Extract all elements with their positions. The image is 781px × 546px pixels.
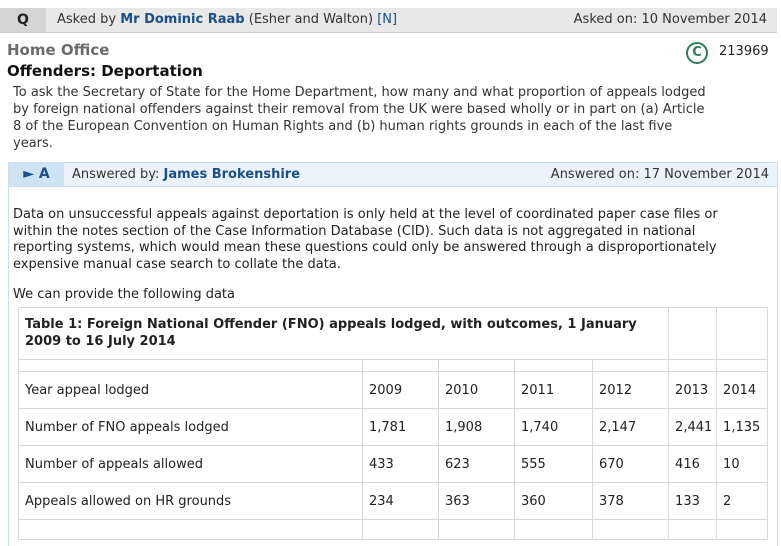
- answer-toggle-badge[interactable]: ► A: [9, 163, 64, 186]
- table-row: [19, 409, 768, 446]
- asked-by: [57, 12, 397, 27]
- table-cell: 2,147: [593, 409, 669, 446]
- copyright-icon: C: [686, 42, 708, 64]
- question-title: Offenders: Deportation: [7, 62, 203, 80]
- table-cell: 433: [363, 446, 439, 483]
- fno-appeals-table: [18, 307, 768, 540]
- table-cell: 133: [669, 483, 717, 520]
- row-label: Number of FNO appeals lodged: [19, 409, 363, 446]
- row-label: Number of appeals allowed: [19, 446, 363, 483]
- table-cell: 10: [717, 446, 768, 483]
- table-row: [19, 372, 768, 409]
- asked-on-date: Asked on: 10 November 2014: [573, 12, 767, 27]
- table-cell-empty: [515, 360, 593, 372]
- table-cell: 1,781: [363, 409, 439, 446]
- question-text: To ask the Secretary of State for the Home Department, how many and what proportion of appeals lodged by foreign national offenders against their removal from the UK were based wholly or in part on (a) Article 8 of the European Convention on Human Rights and (b) human rights grounds in each of the last five years.: [13, 85, 706, 151]
- question-badge: Q: [0, 8, 46, 32]
- table-cell-empty: [669, 308, 717, 360]
- table-cell: 2014: [717, 372, 768, 409]
- table-cell: 2,441: [669, 409, 717, 446]
- department: Home Office: [7, 41, 110, 59]
- table-cell: 416: [669, 446, 717, 483]
- answer-header[interactable]: [8, 162, 778, 187]
- table-cell: 378: [593, 483, 669, 520]
- party-link[interactable]: [N]: [377, 12, 398, 27]
- table-cell-empty: [717, 520, 768, 540]
- table-cell-empty: [515, 520, 593, 540]
- table-row: [19, 446, 768, 483]
- table-cell: 1,135: [717, 409, 768, 446]
- table-cell-empty: [717, 360, 768, 372]
- table-row: [19, 520, 768, 540]
- table-cell: 2012: [593, 372, 669, 409]
- table-cell-empty: [717, 308, 768, 360]
- table-cell: 555: [515, 446, 593, 483]
- table-cell: 2009: [363, 372, 439, 409]
- answered-on-date: Answered on: 17 November 2014: [550, 167, 769, 182]
- member-name-link[interactable]: Mr Dominic Raab: [120, 12, 245, 27]
- asked-by-prefix: Asked by: [57, 12, 117, 27]
- table-spacer-row: [19, 360, 768, 372]
- table-cell-empty: [19, 520, 363, 540]
- table-row: [19, 483, 768, 520]
- row-label: Year appeal lodged: [19, 372, 363, 409]
- row-label: Appeals allowed on HR grounds: [19, 483, 363, 520]
- table-cell: 363: [439, 483, 515, 520]
- table-cell-empty: [439, 520, 515, 540]
- table-cell-empty: [363, 360, 439, 372]
- table-cell: 623: [439, 446, 515, 483]
- table-cell: 670: [593, 446, 669, 483]
- table-caption-row: [19, 308, 768, 360]
- table-cell-empty: [19, 360, 363, 372]
- table-cell: 1,908: [439, 409, 515, 446]
- table-cell-empty: [439, 360, 515, 372]
- table-caption: Table 1: Foreign National Offender (FNO) appeals lodged, with outcomes, 1 January 2009 to 16 July 2014: [19, 308, 669, 360]
- table-cell: 2010: [439, 372, 515, 409]
- minister-name-link[interactable]: James Brokenshire: [163, 167, 301, 182]
- table-cell-empty: [669, 520, 717, 540]
- table-cell: 2: [717, 483, 768, 520]
- table-cell: 234: [363, 483, 439, 520]
- answer-paragraph-1: Data on unsuccessful appeals against deportation is only held at the level of coordinated paper case files or within the notes section of the Case Information Database (CID). Such data is not aggregated in national reporting systems, which would mean these questions could only be answered through a disproportionately expensive manual case search to collate the data.: [13, 207, 718, 272]
- table-cell: 2011: [515, 372, 593, 409]
- table-cell-empty: [669, 360, 717, 372]
- answer-paragraph-2: We can provide the following data: [13, 287, 235, 302]
- question-reference: 213969: [719, 44, 769, 59]
- table-cell-empty: [363, 520, 439, 540]
- table-cell: 2013: [669, 372, 717, 409]
- table-cell: 1,740: [515, 409, 593, 446]
- constituency: (Esher and Walton): [248, 12, 374, 27]
- table-cell-empty: [593, 360, 669, 372]
- table-cell: 360: [515, 483, 593, 520]
- question-header: [0, 8, 777, 33]
- answered-by: [72, 167, 300, 182]
- answered-by-prefix: Answered by:: [72, 167, 160, 182]
- table-cell-empty: [593, 520, 669, 540]
